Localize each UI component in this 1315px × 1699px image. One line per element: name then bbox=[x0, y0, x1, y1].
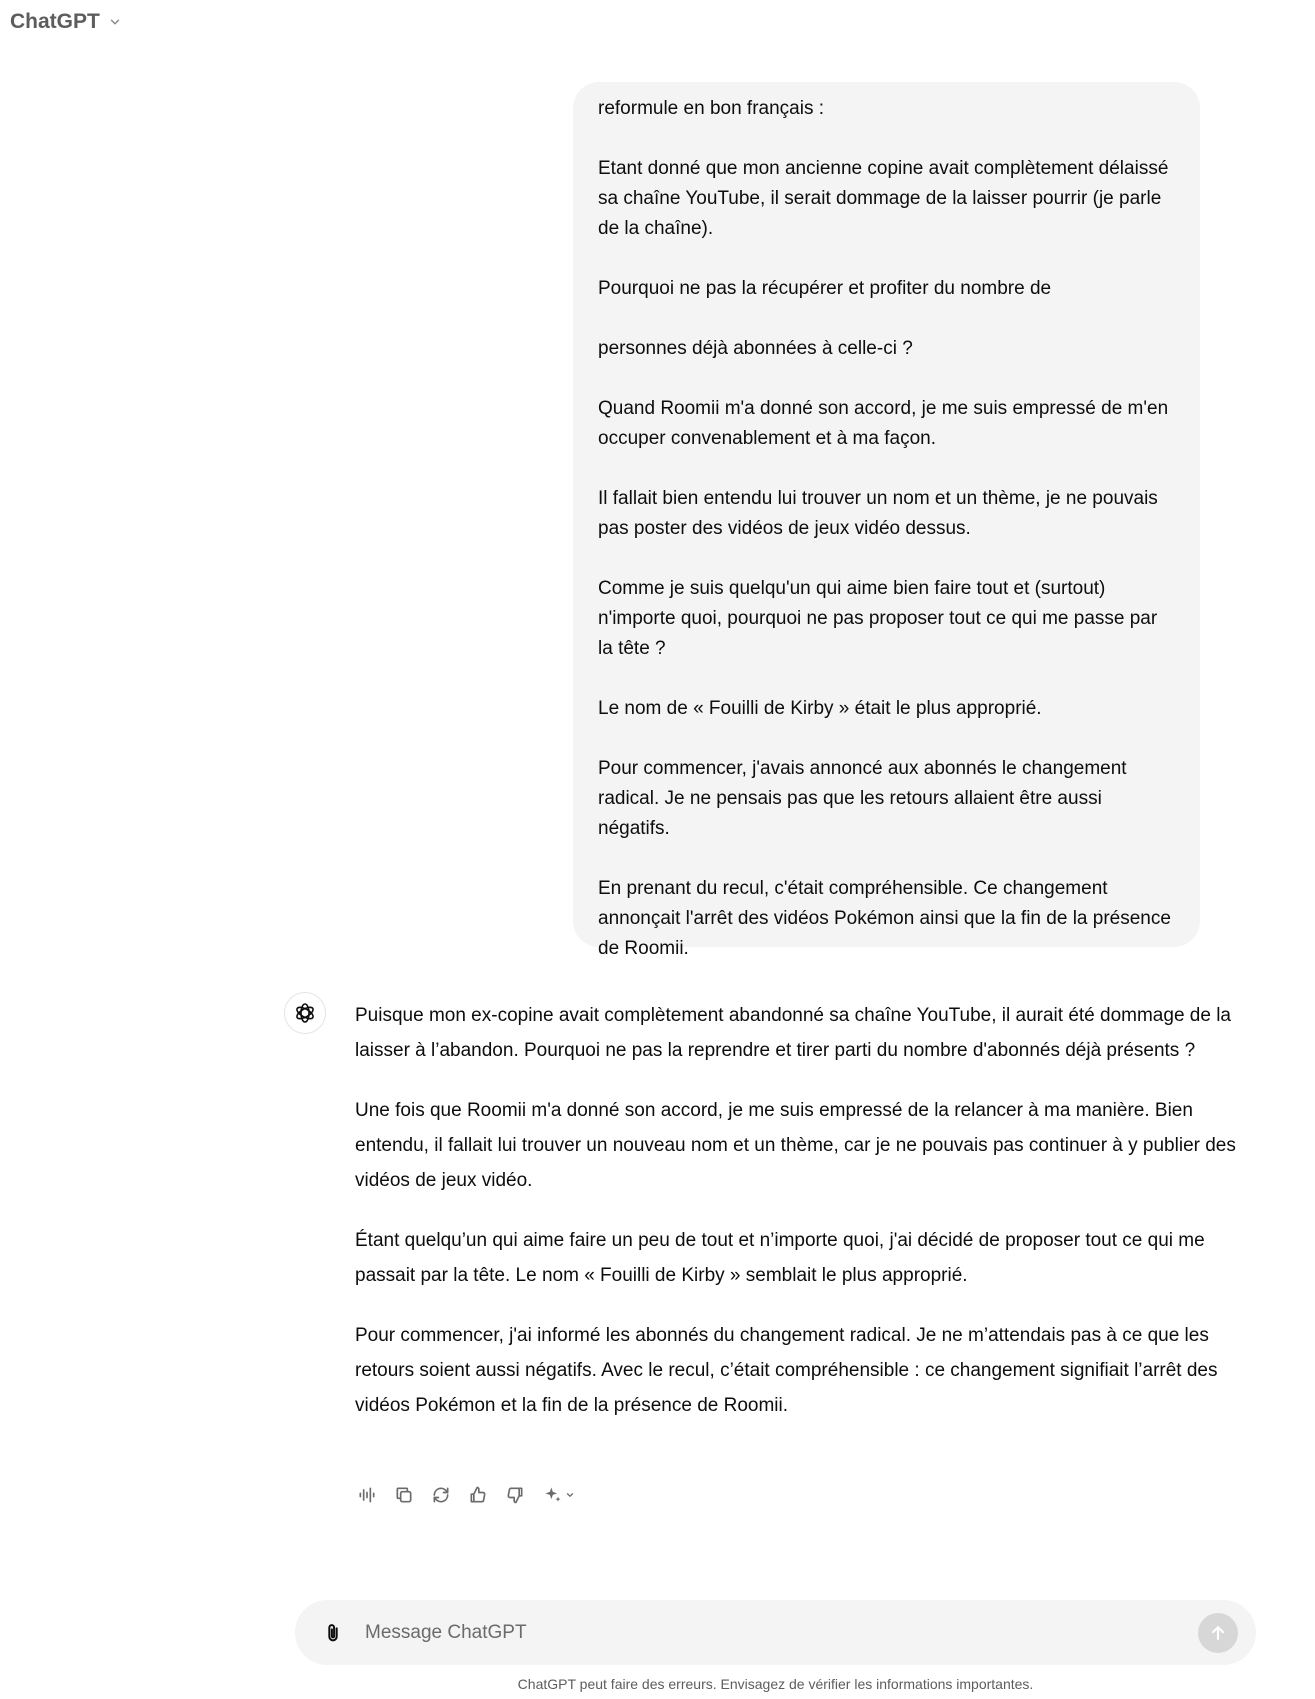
assistant-paragraph: Puisque mon ex-copine avait complètement abandonné sa chaîne YouTube, il aurait été dommage de la laisser à l’abandon. Pourquoi ne pas la reprendre et tirer parti du nombre d'abonnés déjà présents ? bbox=[355, 1005, 1231, 1061]
thumbs-up-icon bbox=[468, 1485, 488, 1505]
paperclip-icon bbox=[322, 1622, 344, 1644]
thumbs-up-button[interactable] bbox=[466, 1483, 490, 1507]
user-paragraph: En prenant du recul, c'était compréhensible. Ce changement annonçait l'arrêt des vidéos Pokémon ainsi que la fin de la présence de Roomii. bbox=[598, 878, 1171, 959]
change-model-button[interactable] bbox=[540, 1483, 578, 1507]
read-aloud-icon bbox=[357, 1485, 377, 1505]
message-actions bbox=[355, 1482, 578, 1508]
assistant-message bbox=[355, 998, 1245, 1448]
user-paragraph bbox=[598, 664, 1175, 694]
send-button[interactable] bbox=[1198, 1613, 1238, 1653]
user-paragraph: Etant donné que mon ancienne copine avait complètement délaissé sa chaîne YouTube, il serait dommage de la laisser pourrir (je parle de la chaîne). bbox=[598, 158, 1169, 239]
openai-logo-icon bbox=[293, 1001, 317, 1025]
chevron-down-icon bbox=[565, 1490, 575, 1500]
copy-button[interactable] bbox=[392, 1483, 416, 1507]
arrow-up-icon bbox=[1208, 1623, 1228, 1643]
user-paragraph bbox=[598, 544, 1175, 574]
sparkle-model-icon bbox=[543, 1485, 563, 1505]
thumbs-down-button[interactable] bbox=[503, 1483, 527, 1507]
user-paragraph: reformule en bon français : bbox=[598, 98, 825, 119]
user-paragraph: Il fallait bien entendu lui trouver un nom et un thème, je ne pouvais pas poster des vidéos de jeux vidéo dessus. bbox=[598, 488, 1158, 539]
user-paragraph bbox=[598, 244, 1175, 274]
app-title: ChatGPT bbox=[10, 10, 100, 33]
user-paragraph: Quand Roomii m'a donné son accord, je me suis empressé de m'en occuper convenablement et à ma façon. bbox=[598, 398, 1169, 449]
thumbs-down-icon bbox=[505, 1485, 525, 1505]
user-paragraph: Le nom de « Fouilli de Kirby » était le plus approprié. bbox=[598, 698, 1042, 719]
message-input[interactable] bbox=[363, 1621, 1198, 1645]
disclaimer: ChatGPT peut faire des erreurs. Envisagez de vérifier les informations importantes. bbox=[517, 1676, 1034, 1692]
user-message bbox=[573, 82, 1200, 959]
model-selector[interactable] bbox=[10, 8, 122, 36]
message-composer bbox=[295, 1600, 1256, 1665]
user-paragraph bbox=[598, 364, 1175, 394]
chevron-down-icon bbox=[108, 15, 122, 29]
assistant-avatar bbox=[284, 992, 326, 1034]
user-paragraph: Pour commencer, j'avais annoncé aux abonnés le changement radical. Je ne pensais pas que les retours allaient être aussi négatifs. bbox=[598, 758, 1127, 839]
assistant-paragraph: Une fois que Roomii m'a donné son accord, je me suis empressé de la relancer à ma manière. Bien entendu, il fallait lui trouver un nouveau nom et un thème, car je ne pouvais pas continuer à y publier des vidéos de jeux vidéo. bbox=[355, 1100, 1236, 1191]
attach-button[interactable] bbox=[317, 1617, 349, 1649]
user-paragraph: Pourquoi ne pas la récupérer et profiter du nombre de bbox=[598, 278, 1052, 299]
user-paragraph bbox=[598, 454, 1175, 484]
user-paragraph bbox=[598, 304, 1175, 334]
user-paragraph: Comme je suis quelqu'un qui aime bien faire tout et (surtout) n'importe quoi, pourquoi ne pas proposer tout ce qui me passe par la tête ? bbox=[598, 578, 1158, 659]
regenerate-button[interactable] bbox=[429, 1483, 453, 1507]
user-paragraph bbox=[598, 844, 1175, 874]
read-aloud-button[interactable] bbox=[355, 1483, 379, 1507]
user-paragraph: personnes déjà abonnées à celle-ci ? bbox=[598, 338, 913, 359]
copy-icon bbox=[394, 1485, 414, 1505]
user-paragraph bbox=[598, 124, 1175, 154]
assistant-paragraph: Étant quelqu’un qui aime faire un peu de tout et n’importe quoi, j'ai décidé de proposer tout ce qui me passait par la tête. Le nom « Fouilli de Kirby » semblait le plus approprié. bbox=[355, 1230, 1205, 1286]
user-paragraph bbox=[598, 724, 1175, 754]
assistant-paragraph: Pour commencer, j'ai informé les abonnés du changement radical. Je ne m’attendais pas à ce que les retours soient aussi négatifs. Avec le recul, c’était compréhensible : ce changement signifiait l’arrêt des vidéos Pokémon et la fin de la présence de Roomii. bbox=[355, 1325, 1218, 1416]
regenerate-icon bbox=[431, 1485, 451, 1505]
